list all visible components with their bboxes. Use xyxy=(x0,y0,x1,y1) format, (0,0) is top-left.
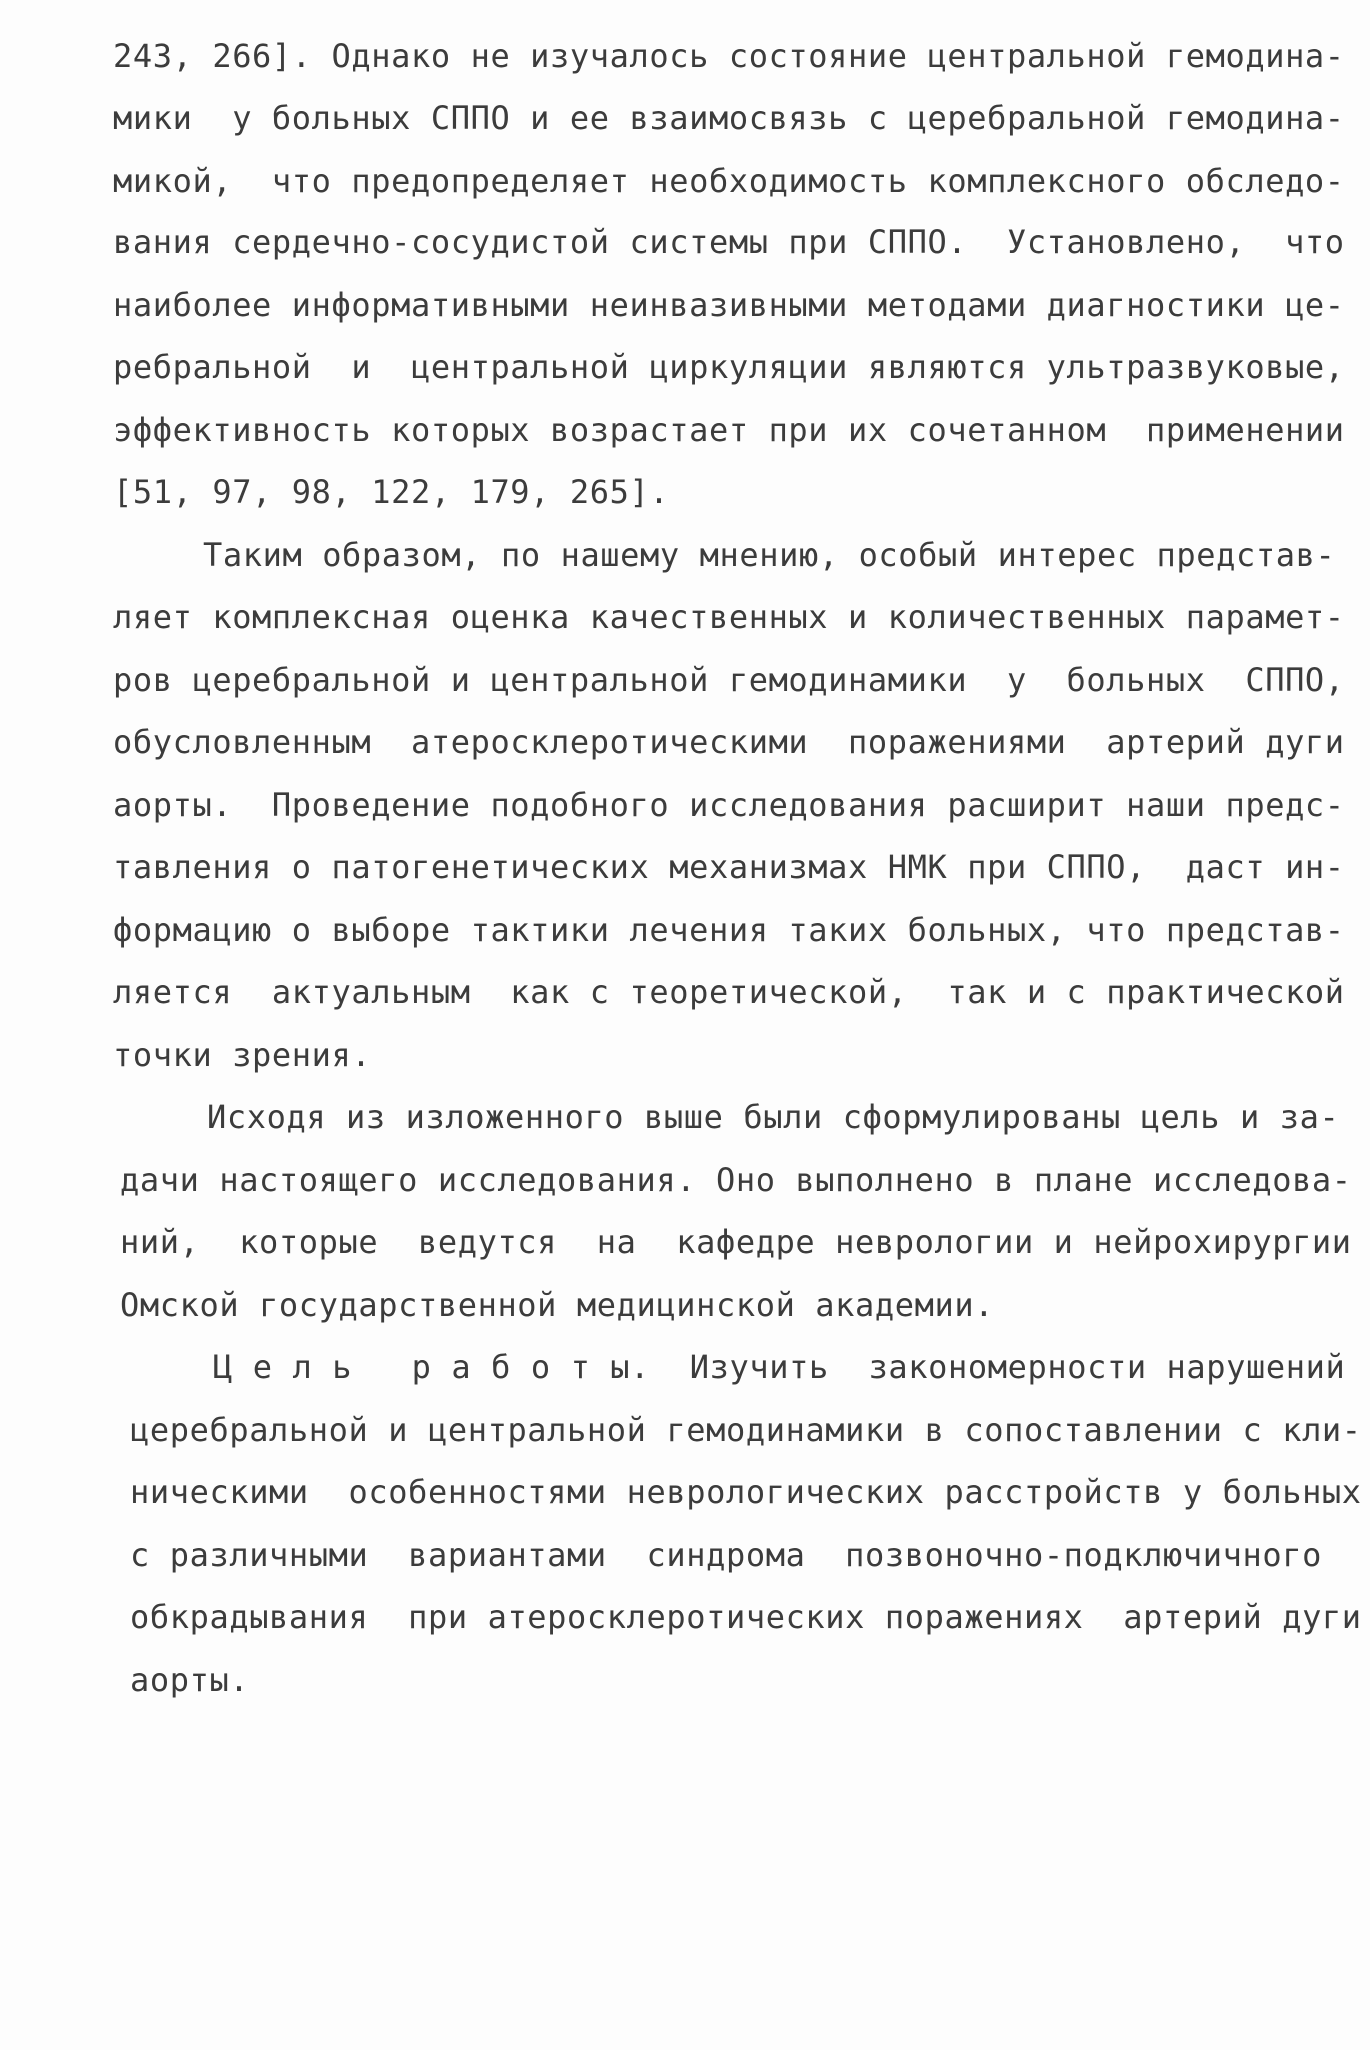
text-line: аорты. Проведение подобного исследования расширит наши предс- xyxy=(113,786,1345,824)
text-line: ляет комплексная оценка качественных и количественных парамет- xyxy=(113,598,1345,636)
text-line: вания сердечно-сосудистой системы при СППО. Установлено, что xyxy=(113,223,1345,261)
text-line: ребральной и центральной циркуляции являются ультразвуковые, xyxy=(113,348,1345,386)
text-line: формацию о выборе тактики лечения таких больных, что представ- xyxy=(113,911,1345,949)
text-line: Исходя из изложенного выше были сформулированы цель и за- xyxy=(207,1098,1340,1136)
text-line: тавления о патогенетических механизмах НМК при СППО, даст ин- xyxy=(113,848,1345,886)
text-line: микой, что предопределяет необходимость комплексного обследо- xyxy=(113,162,1345,200)
text-line: Ц е л ь р а б о т ы. Изучить закономерности нарушений xyxy=(213,1348,1346,1386)
text-line: с различными вариантами синдрома позвоночно-подключичного xyxy=(130,1536,1322,1574)
text-line: дачи настоящего исследования. Оно выполнено в плане исследова- xyxy=(120,1161,1352,1199)
text-line: обусловленным атеросклеротическими поражениями артерий дуги xyxy=(113,723,1345,761)
text-line: [51, 97, 98, 122, 179, 265]. xyxy=(113,473,670,511)
text-line: ническими особенностями неврологических расстройств у больных xyxy=(130,1473,1362,1511)
text-line: аорты. xyxy=(130,1661,250,1699)
text-line: Таким образом, по нашему мнению, особый интерес представ- xyxy=(203,536,1336,574)
text-line: точки зрения. xyxy=(113,1036,372,1074)
text-line: ний, которые ведутся на кафедре неврологии и нейрохирургии xyxy=(120,1223,1352,1261)
text-line: эффективность которых возрастает при их сочетанном применении xyxy=(113,411,1345,449)
text-line: наиболее информативными неинвазивными методами диагностики це- xyxy=(113,286,1345,324)
text-line: ров церебральной и центральной гемодинамики у больных СППО, xyxy=(113,661,1345,699)
text-line: мики у больных СППО и ее взаимосвязь с церебральной гемодина- xyxy=(113,99,1345,137)
text-line: обкрадывания при атеросклеротических поражениях артерий дуги xyxy=(130,1598,1362,1636)
text-line: ляется актуальным как с теоретической, так и с практической xyxy=(113,973,1345,1011)
text-line: Омской государственной медицинской академии. xyxy=(120,1286,995,1324)
text-line: 243, 266]. Однако не изучалось состояние центральной гемодина- xyxy=(113,37,1345,75)
text-line: церебральной и центральной гемодинамики в сопоставлении с кли- xyxy=(130,1411,1362,1449)
